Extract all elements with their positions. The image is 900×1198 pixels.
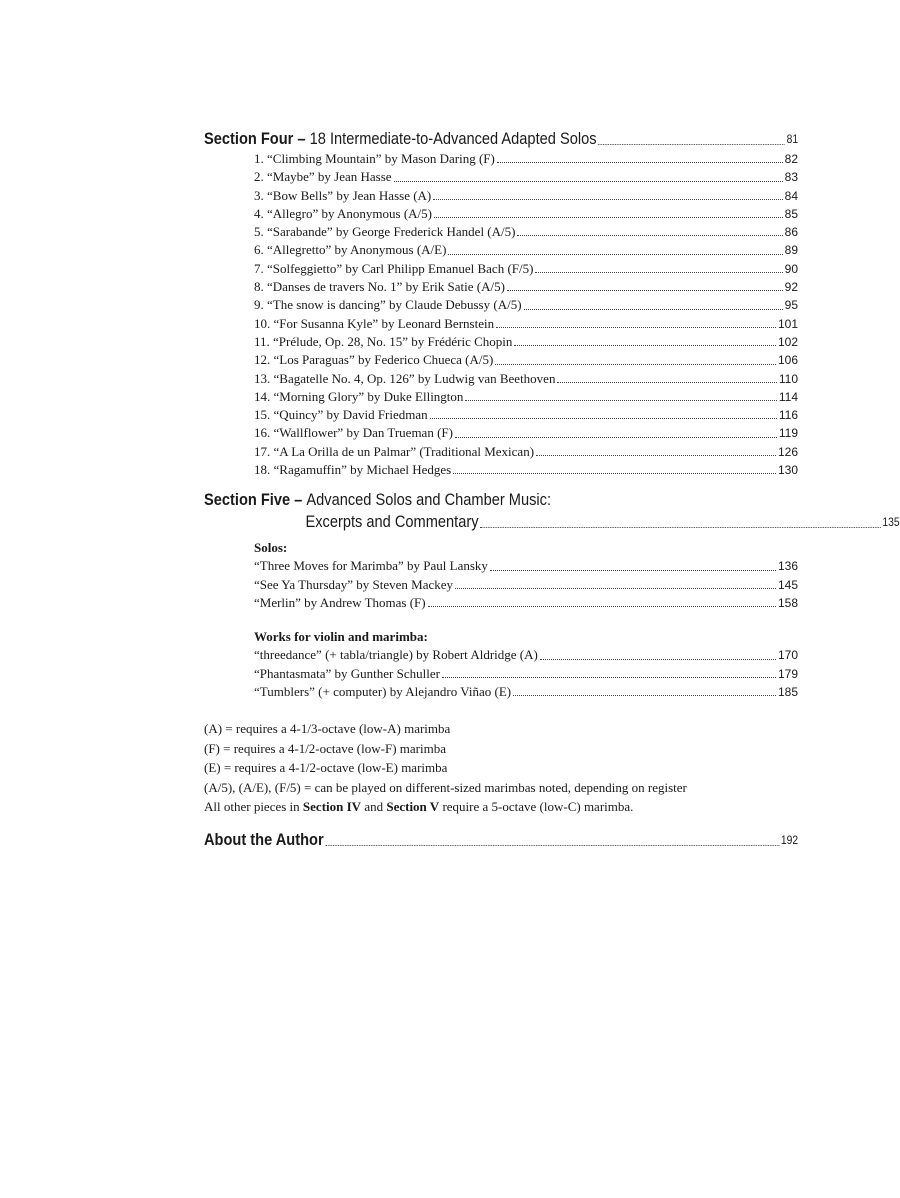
- toc-entry-title: 14. “Morning Glory” by Duke Ellington: [254, 388, 464, 404]
- toc-entry[interactable]: [254, 461, 798, 479]
- toc-entry-title: 12. “Los Paraguas” by Federico Chueca (A/5): [254, 352, 494, 368]
- toc-entry-title: 11. “Prélude, Op. 28, No. 15” by Frédéric Chopin: [254, 333, 513, 349]
- solos-entries: [204, 557, 798, 612]
- about-author-page: 192: [780, 832, 799, 847]
- toc-entry[interactable]: [254, 241, 798, 259]
- toc-entry-page: 84: [784, 188, 798, 203]
- toc-entry[interactable]: [254, 315, 798, 333]
- toc-entry-page: 95: [784, 298, 798, 313]
- toc-entry[interactable]: [254, 351, 798, 369]
- dot-leader: [394, 181, 783, 182]
- dot-leader: [535, 272, 782, 273]
- note-f: (F) = requires a 4-1/2-octave (low-F) marimba: [204, 740, 446, 756]
- toc-entry-title: 18. “Ragamuffin” by Michael Hedges: [254, 462, 452, 478]
- toc-entry-page: 90: [784, 261, 798, 276]
- dot-leader: [455, 437, 777, 438]
- note-other: [204, 797, 798, 817]
- dot-leader: [428, 606, 776, 607]
- table-of-contents: [204, 128, 900, 851]
- toc-entry-title: “Three Moves for Marimba” by Paul Lansky: [254, 558, 488, 574]
- toc-entry-title: 8. “Danses de travers No. 1” by Erik Satie (A/5): [254, 279, 505, 295]
- toc-entry-title: “Tumblers” (+ computer) by Alejandro Viñao (E): [254, 683, 512, 699]
- dot-leader: [536, 455, 776, 456]
- note-section-iv: Section IV: [302, 799, 362, 815]
- section-four-page: 81: [786, 132, 799, 146]
- works-entries: [204, 646, 798, 701]
- toc-entry[interactable]: [254, 576, 798, 594]
- toc-entry[interactable]: [254, 278, 798, 296]
- dot-leader: [442, 677, 776, 678]
- toc-entry-title: 16. “Wallflower” by Dan Trueman (F): [254, 425, 453, 441]
- toc-entry-page: 130: [777, 463, 798, 478]
- section-five-title-line1: Advanced Solos and Chamber Music:: [306, 490, 552, 510]
- toc-entry[interactable]: [254, 646, 798, 664]
- dot-leader: [465, 400, 776, 401]
- toc-entry-title: 9. “The snow is dancing” by Claude Debussy (A/5): [254, 297, 522, 313]
- dot-leader: [453, 473, 776, 474]
- toc-entry[interactable]: [254, 388, 798, 406]
- toc-entry-page: 158: [777, 595, 798, 610]
- toc-entry-title: 17. “A La Orilla de un Palmar” (Traditional Mexican): [254, 443, 535, 459]
- toc-entry-page: 145: [777, 577, 798, 592]
- dot-leader: [513, 695, 776, 696]
- marimba-notes: [204, 719, 798, 817]
- toc-entry-page: 92: [784, 280, 798, 295]
- note-combo: (A/5), (A/E), (F/5) = can be played on different-sized marimbas noted, depending on register: [204, 779, 687, 795]
- toc-entry-page: 101: [777, 316, 798, 331]
- toc-entry-page: 102: [777, 334, 798, 349]
- note-a: (A) = requires a 4-1/3-octave (low-A) marimba: [204, 721, 451, 737]
- note-e: (E) = requires a 4-1/2-octave (low-E) marimba: [204, 760, 448, 776]
- section-four-label: Section Four –: [204, 129, 306, 148]
- toc-entry[interactable]: [254, 205, 798, 223]
- toc-entry-title: 3. “Bow Bells” by Jean Hasse (A): [254, 187, 432, 203]
- toc-entry-title: 5. “Sarabande” by George Frederick Handel (A/5): [254, 224, 516, 240]
- toc-entry-page: 116: [778, 408, 798, 423]
- dot-leader: [507, 290, 783, 291]
- toc-entry-page: 82: [784, 152, 798, 166]
- note-other-prefix: All other pieces in: [204, 799, 303, 815]
- dot-leader: [514, 345, 776, 346]
- note-other-and: and: [361, 799, 387, 815]
- toc-entry[interactable]: [254, 424, 798, 442]
- toc-entry-page: 179: [777, 666, 798, 681]
- section-five-page: 135: [882, 515, 900, 530]
- section-four-heading[interactable]: [204, 128, 798, 150]
- section-five: [204, 489, 900, 701]
- toc-entry-page: 126: [777, 444, 798, 459]
- toc-entry-page: 119: [778, 426, 798, 441]
- toc-entry-title: “Phantasmata” by Gunther Schuller: [254, 665, 440, 681]
- toc-entry-page: 136: [777, 559, 798, 574]
- toc-entry-title: 1. “Climbing Mountain” by Mason Daring (F): [254, 151, 495, 166]
- toc-entry[interactable]: [254, 665, 798, 683]
- dot-leader: [455, 588, 776, 589]
- section-five-heading[interactable]: [204, 489, 798, 511]
- section-five-title-line2: Excerpts and Commentary: [305, 512, 479, 532]
- toc-entry-page: 89: [784, 243, 798, 258]
- section-four-entries: [204, 150, 798, 479]
- section-five-heading-line2[interactable]: [204, 511, 900, 533]
- toc-entry[interactable]: [254, 187, 798, 205]
- works-heading: Works for violin and marimba:: [254, 629, 428, 645]
- note-section-v: Section V: [386, 799, 440, 815]
- dot-leader: [434, 217, 783, 218]
- toc-entry-page: 83: [784, 170, 798, 185]
- toc-entry-page: 185: [777, 684, 798, 699]
- about-author-heading[interactable]: [204, 829, 798, 851]
- dot-leader: [557, 382, 776, 383]
- toc-entry-title: 2. “Maybe” by Jean Hasse: [254, 169, 392, 185]
- dot-leader: [496, 327, 776, 328]
- dot-leader: [325, 845, 779, 846]
- toc-entry[interactable]: [254, 557, 798, 575]
- toc-entry-title: “See Ya Thursday” by Steven Mackey: [254, 576, 454, 592]
- toc-entry-title: 10. “For Susanna Kyle” by Leonard Bernstein: [254, 315, 495, 331]
- dot-leader: [480, 527, 880, 528]
- dot-leader: [497, 162, 783, 163]
- toc-entry-page: 106: [777, 353, 798, 368]
- toc-entry-page: 86: [784, 225, 798, 240]
- toc-entry-page: 85: [784, 206, 798, 221]
- toc-entry-page: 114: [778, 389, 798, 404]
- toc-entry[interactable]: [254, 150, 798, 168]
- dot-leader: [524, 309, 783, 310]
- toc-entry-title: 6. “Allegretto” by Anonymous (A/E): [254, 242, 447, 258]
- toc-entry[interactable]: [254, 296, 798, 314]
- toc-entry[interactable]: [254, 683, 798, 701]
- toc-entry[interactable]: [254, 594, 798, 612]
- dot-leader: [598, 144, 785, 145]
- note-other-suffix: require a 5-octave (low-C) marimba.: [439, 799, 634, 815]
- toc-entry-page: 170: [777, 648, 798, 663]
- toc-entry-title: “threedance” (+ tabla/triangle) by Robert Aldridge (A): [254, 647, 538, 663]
- toc-entry[interactable]: [254, 333, 798, 351]
- toc-entry[interactable]: [254, 260, 798, 278]
- toc-entry[interactable]: [254, 168, 798, 186]
- toc-entry-title: “Merlin” by Andrew Thomas (F): [254, 594, 426, 610]
- toc-entry-title: 7. “Solfeggietto” by Carl Philipp Emanuel Bach (F/5): [254, 260, 534, 276]
- solos-heading: Solos:: [254, 540, 288, 556]
- toc-entry[interactable]: [254, 370, 798, 388]
- dot-leader: [448, 254, 782, 255]
- about-author-title: About the Author: [204, 829, 324, 849]
- dot-leader: [495, 364, 776, 365]
- dot-leader: [430, 418, 777, 419]
- section-four-title: 18 Intermediate-to-Advanced Adapted Solos: [309, 129, 597, 148]
- toc-entry[interactable]: [254, 443, 798, 461]
- toc-entry[interactable]: [254, 406, 798, 424]
- toc-entry-page: 110: [778, 371, 798, 386]
- toc-entry-title: 13. “Bagatelle No. 4, Op. 126” by Ludwig van Beethoven: [254, 370, 556, 386]
- dot-leader: [540, 659, 776, 660]
- toc-entry-title: 15. “Quincy” by David Friedman: [254, 407, 428, 423]
- section-five-label: Section Five –: [204, 490, 303, 510]
- toc-entry[interactable]: [254, 223, 798, 241]
- dot-leader: [490, 570, 776, 571]
- dot-leader: [433, 199, 782, 200]
- dot-leader: [517, 235, 782, 236]
- toc-entry-title: 4. “Allegro” by Anonymous (A/5): [254, 205, 433, 221]
